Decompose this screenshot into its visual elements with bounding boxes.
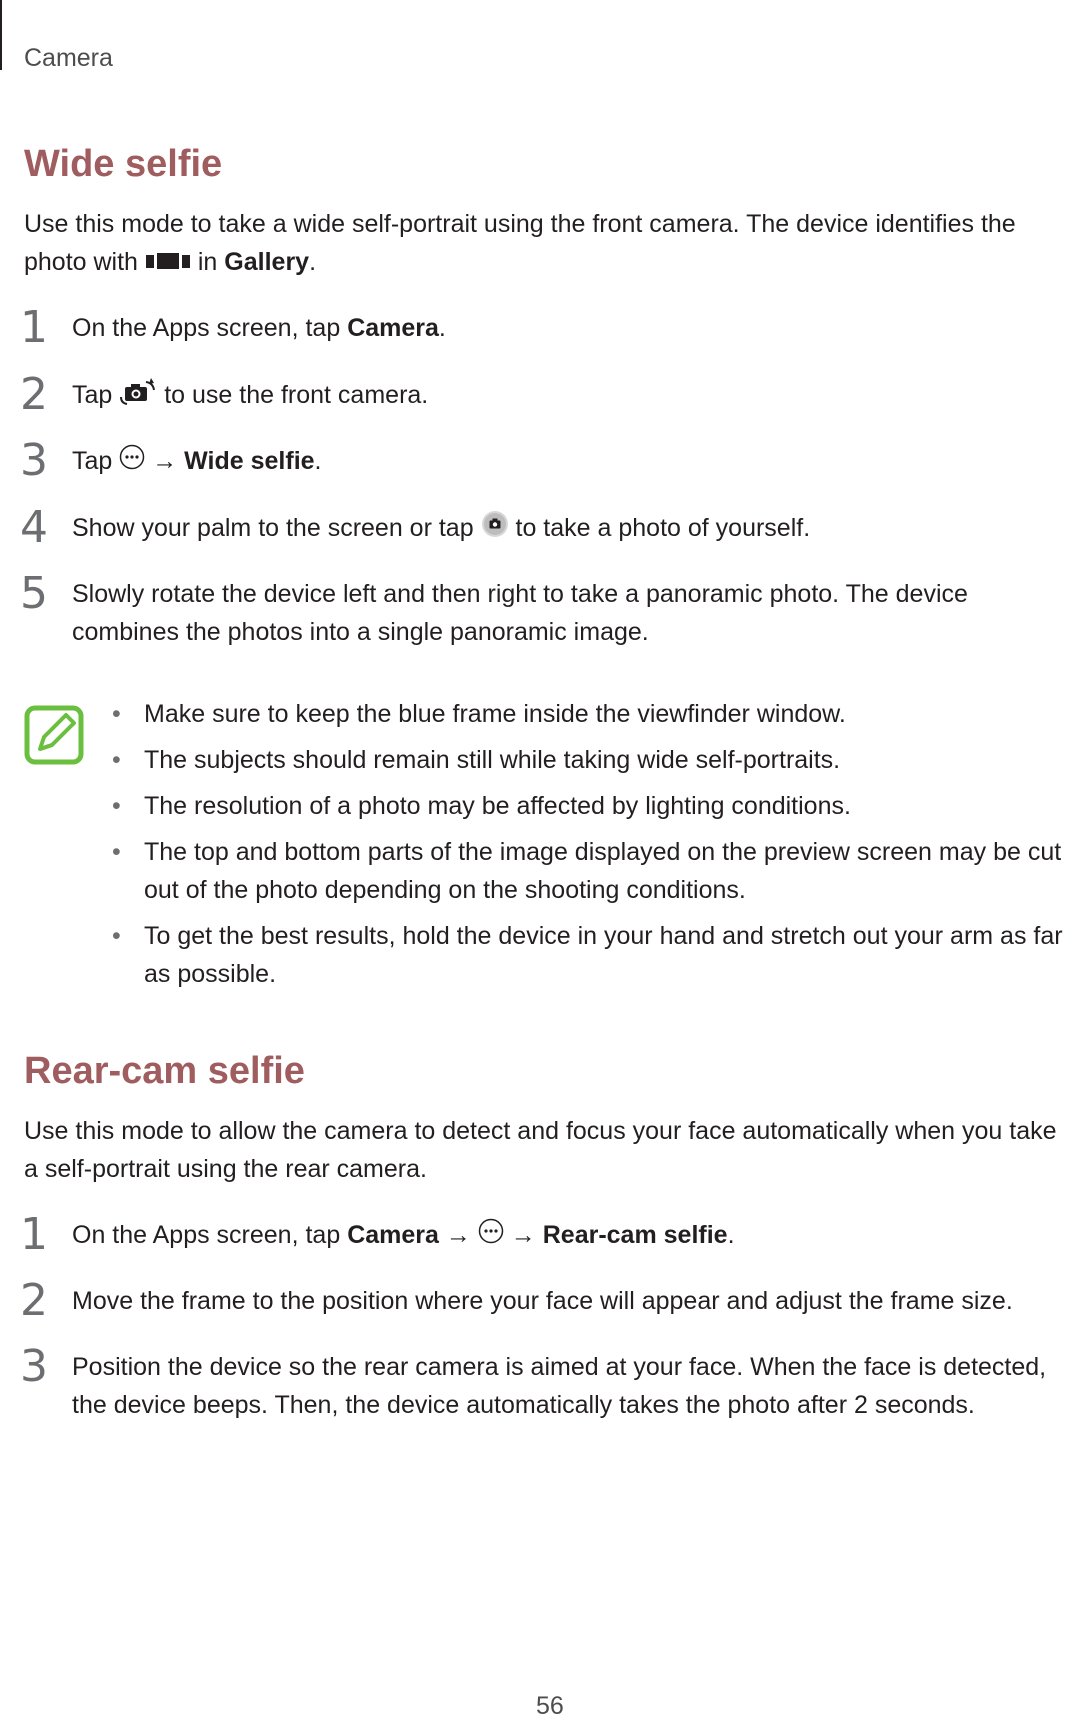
rear-step-3: 3 Position the device so the rear camera is aimed at your face. When the face is detected, the device beeps. Then, the device automatically takes the photo after 2 seconds. [20, 1341, 1047, 1419]
wide-selfie-intro: Use this mode to take a wide self-portrait using the front camera. The device identifies the photo with in Gallery. [24, 205, 1069, 282]
more-icon [478, 1217, 504, 1255]
camera-label: Camera [347, 1221, 439, 1249]
wide-step-1: 1 On the Apps screen, tap Camera. [20, 302, 446, 353]
wide-selfie-label: Wide selfie [184, 447, 315, 475]
wide-step-3: 3 Tap → Wide selfie. [20, 435, 322, 486]
wide-selfie-icon [145, 244, 191, 282]
section-title-wide-selfie: Wide selfie [24, 143, 223, 185]
rear-cam-selfie-label: Rear-cam selfie [542, 1221, 728, 1249]
wide-step-4: 4 Show your palm to the screen or tap to take a photo of yourself. [20, 502, 811, 553]
rear-step-2: 2 Move the frame to the position where your face will appear and adjust the frame size. [20, 1275, 1013, 1326]
note-icon [24, 705, 84, 765]
note-item: • The top and bottom parts of the image displayed on the preview screen may be cut out of the photo depending on the shooting conditions. [112, 838, 1062, 904]
section-title-rear-cam-selfie: Rear-cam selfie [24, 1050, 305, 1092]
note-item: • The resolution of a photo may be affected by lighting conditions. [112, 792, 851, 820]
rear-cam-intro: Use this mode to allow the camera to detect and focus your face automatically when you take a self-portrait using the rear camera. [24, 1117, 1057, 1183]
note-item: • Make sure to keep the blue frame inside the viewfinder window. [112, 700, 846, 728]
note-item: • The subjects should remain still while taking wide self-portraits. [112, 746, 841, 774]
camera-label: Camera [347, 314, 439, 342]
running-header: Camera [24, 44, 113, 72]
switch-camera-icon [119, 376, 157, 417]
page-number: 56 [536, 1692, 564, 1720]
more-icon [119, 443, 145, 481]
note-item: • To get the best results, hold the device in your hand and stretch out your arm as far as possible. [112, 922, 1063, 988]
page-corner-rule [0, 0, 2, 70]
rear-step-1: 1 On the Apps screen, tap Camera → → Rear-cam selfie. [20, 1209, 735, 1260]
gallery-label: Gallery [224, 248, 310, 276]
wide-step-5: 5 Slowly rotate the device left and then right to take a panoramic photo. The device combines the photos into a single panoramic image. [20, 568, 968, 646]
wide-step-2: 2 Tap to use the front camera. [20, 369, 429, 420]
note-list [100, 695, 1072, 1001]
shutter-icon [481, 510, 509, 549]
